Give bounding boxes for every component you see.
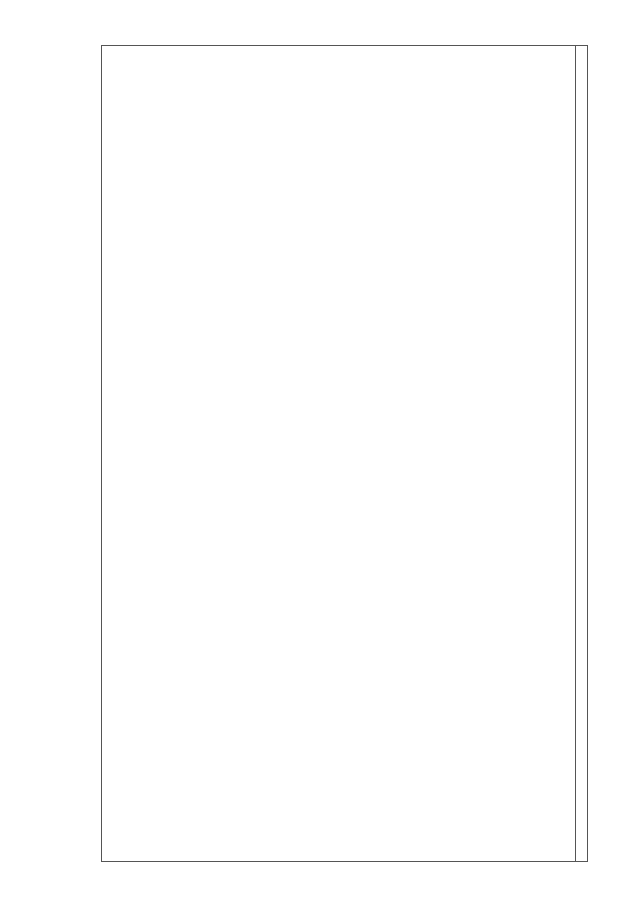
column-number-header <box>575 46 587 861</box>
rotated-table-area <box>101 0 596 905</box>
resettlement-table <box>101 45 588 862</box>
scanned-sheet <box>101 0 596 905</box>
